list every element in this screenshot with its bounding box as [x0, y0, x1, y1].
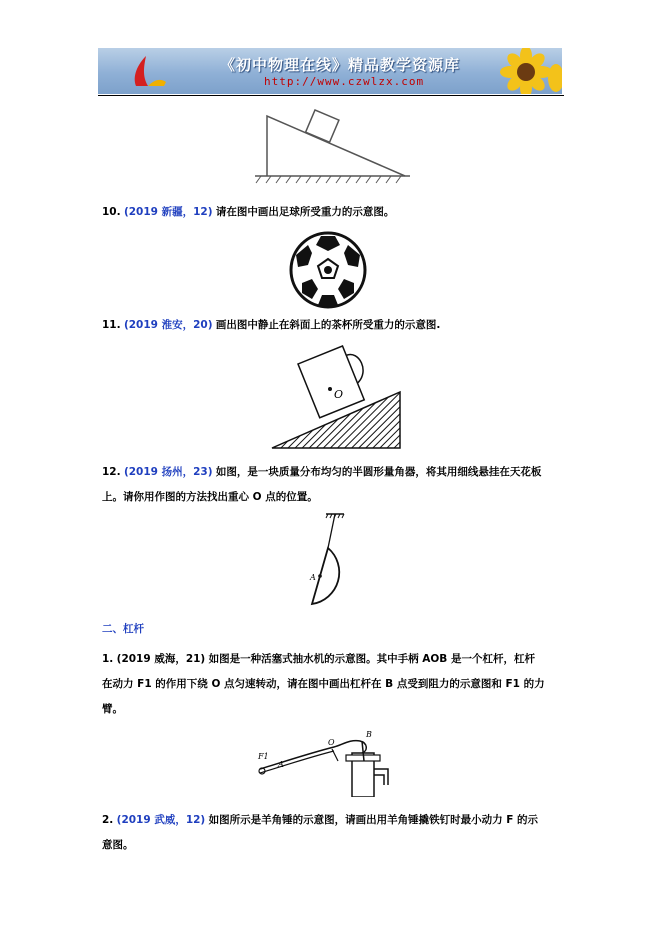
header-banner — [98, 48, 562, 94]
question-12-line2 — [102, 485, 318, 510]
header-title: 《初中物理在线》精品教学资源库 — [220, 56, 461, 74]
question-number: 12. — [102, 466, 121, 478]
question-text: 意图。 — [102, 839, 134, 851]
question-source: (2019 扬州，23) — [123, 466, 213, 478]
question-text: 臂。 — [102, 703, 123, 715]
question-source: (2019 威海，21) — [116, 653, 206, 665]
lever-question-1 — [102, 647, 535, 672]
pump-b-label: B — [366, 730, 372, 739]
protractor-figure — [300, 512, 360, 608]
section-title: 二、杠杆 — [102, 623, 144, 635]
pump-figure — [250, 725, 410, 797]
incline-block-figure — [255, 108, 415, 188]
cup-on-incline-figure — [268, 340, 408, 452]
question-11 — [102, 313, 440, 338]
sunflower-icon — [486, 48, 562, 94]
question-source: (2019 武威，12) — [116, 814, 206, 826]
question-text: 如图，是一块质量分布均匀的半圆形量角器，将其用细线悬挂在天花板 — [215, 466, 542, 478]
question-text: 如图是一种活塞式抽水机的示意图。其中手柄 AOB 是一个杠杆，杠杆 — [208, 653, 535, 665]
question-text: 如图所示是羊角锤的示意图，请画出用羊角锤撬铁钉时最小动力 F 的示 — [208, 814, 539, 826]
question-source: (2019 新疆，12) — [123, 206, 213, 218]
lever-question-1-line3 — [102, 697, 123, 722]
question-12 — [102, 460, 541, 485]
cup-center-label: O — [334, 388, 344, 401]
question-number: 11. — [102, 319, 121, 331]
question-number: 1. — [102, 653, 114, 665]
pump-f1-label: F1 — [258, 752, 269, 761]
pump-o-label: O — [328, 738, 335, 747]
pump-a-label: A — [278, 760, 284, 769]
question-text: 在动力 F1 的作用下绕 O 点匀速转动，请在图中画出杠杆在 B 点受到阻力的示意图和 F1 的力 — [102, 678, 545, 690]
header-rule — [98, 95, 564, 96]
lever-question-2-line2 — [102, 833, 134, 858]
logo-icon — [128, 52, 168, 90]
question-number: 2. — [102, 814, 114, 826]
question-10 — [102, 200, 394, 225]
question-text: 画出图中静止在斜面上的茶杯所受重力的示意图. — [215, 319, 441, 331]
soccer-ball-figure — [288, 231, 368, 309]
question-text: 请在图中画出足球所受重力的示意图。 — [215, 206, 395, 218]
protractor-point-label: A — [310, 573, 316, 582]
lever-question-2 — [102, 808, 538, 833]
question-source: (2019 淮安，20) — [123, 319, 213, 331]
lever-question-1-line2 — [102, 672, 545, 697]
question-text: 上。请你用作图的方法找出重心 O 点的位置。 — [102, 491, 318, 503]
question-number: 10. — [102, 206, 121, 218]
header-url: http://www.czwlzx.com — [264, 75, 425, 88]
